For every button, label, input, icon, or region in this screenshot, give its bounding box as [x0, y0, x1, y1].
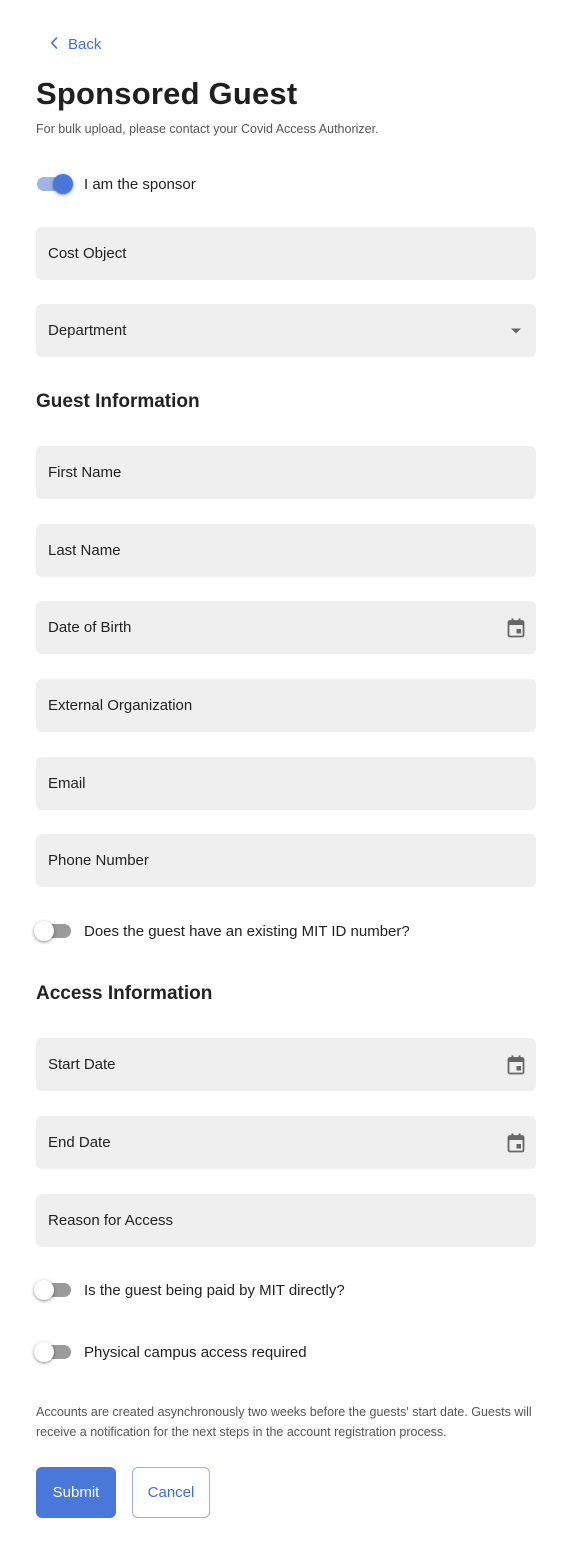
sponsor-toggle-label: I am the sponsor	[84, 175, 196, 193]
reason-for-access-field[interactable]	[36, 1194, 536, 1247]
external-organization-field[interactable]	[36, 679, 536, 732]
chevron-left-icon	[50, 36, 58, 53]
date-of-birth-placeholder: Date of Birth	[48, 619, 132, 636]
toggle-thumb	[34, 921, 54, 941]
paid-toggle-row	[36, 1278, 345, 1302]
email-placeholder: Email	[48, 775, 86, 792]
reason-for-access-placeholder: Reason for Access	[48, 1212, 174, 1229]
page-subtitle: For bulk upload, please contact your Covid Access Authorizer.	[36, 122, 379, 136]
guest-info-heading: Guest Information	[36, 391, 200, 412]
cost-object-field[interactable]	[36, 227, 536, 280]
external-organization-placeholder: External Organization	[48, 697, 193, 714]
department-select[interactable]	[36, 304, 536, 357]
calendar-icon[interactable]	[506, 1055, 526, 1075]
paid-by-mit-toggle-label: Is the guest being paid by MIT directly?	[84, 1281, 345, 1299]
sponsor-toggle[interactable]	[36, 172, 72, 196]
date-of-birth-field[interactable]	[36, 601, 536, 654]
campus-access-toggle-label: Physical campus access required	[84, 1343, 307, 1361]
start-date-field[interactable]	[36, 1038, 536, 1091]
paid-by-mit-toggle[interactable]	[36, 1278, 72, 1302]
first-name-field[interactable]	[36, 446, 536, 499]
access-info-heading: Access Information	[36, 983, 213, 1004]
toggle-thumb	[53, 174, 73, 194]
caret-down-icon	[506, 321, 526, 341]
mit-id-toggle-label: Does the guest have an existing MIT ID number?	[84, 922, 410, 940]
back-link[interactable]	[50, 34, 101, 54]
phone-number-placeholder: Phone Number	[48, 852, 149, 869]
sponsor-toggle-row	[36, 172, 196, 196]
toggle-thumb	[34, 1280, 54, 1300]
mit-id-toggle-row	[36, 919, 410, 943]
account-creation-note: Accounts are created asynchronously two weeks before the guests' start date. Guests will receive a notification for the next steps in the account registration process.	[36, 1405, 532, 1439]
last-name-field[interactable]	[36, 524, 536, 577]
cancel-button[interactable]: Cancel	[132, 1467, 210, 1518]
calendar-icon[interactable]	[506, 1133, 526, 1153]
submit-button[interactable]: Submit	[36, 1467, 116, 1518]
department-placeholder: Department	[48, 322, 127, 339]
campus-access-toggle[interactable]	[36, 1340, 72, 1364]
email-field[interactable]	[36, 757, 536, 810]
end-date-field[interactable]	[36, 1116, 536, 1169]
campus-toggle-row	[36, 1340, 307, 1364]
end-date-placeholder: End Date	[48, 1134, 111, 1151]
mit-id-toggle[interactable]	[36, 919, 72, 943]
back-label: Back	[68, 35, 102, 53]
page-title: Sponsored Guest	[36, 76, 298, 111]
first-name-placeholder: First Name	[48, 464, 122, 481]
phone-number-field[interactable]	[36, 834, 536, 887]
start-date-placeholder: Start Date	[48, 1056, 116, 1073]
toggle-thumb	[34, 1342, 54, 1362]
calendar-icon[interactable]	[506, 618, 526, 638]
last-name-placeholder: Last Name	[48, 542, 121, 559]
cost-object-placeholder: Cost Object	[48, 245, 127, 262]
